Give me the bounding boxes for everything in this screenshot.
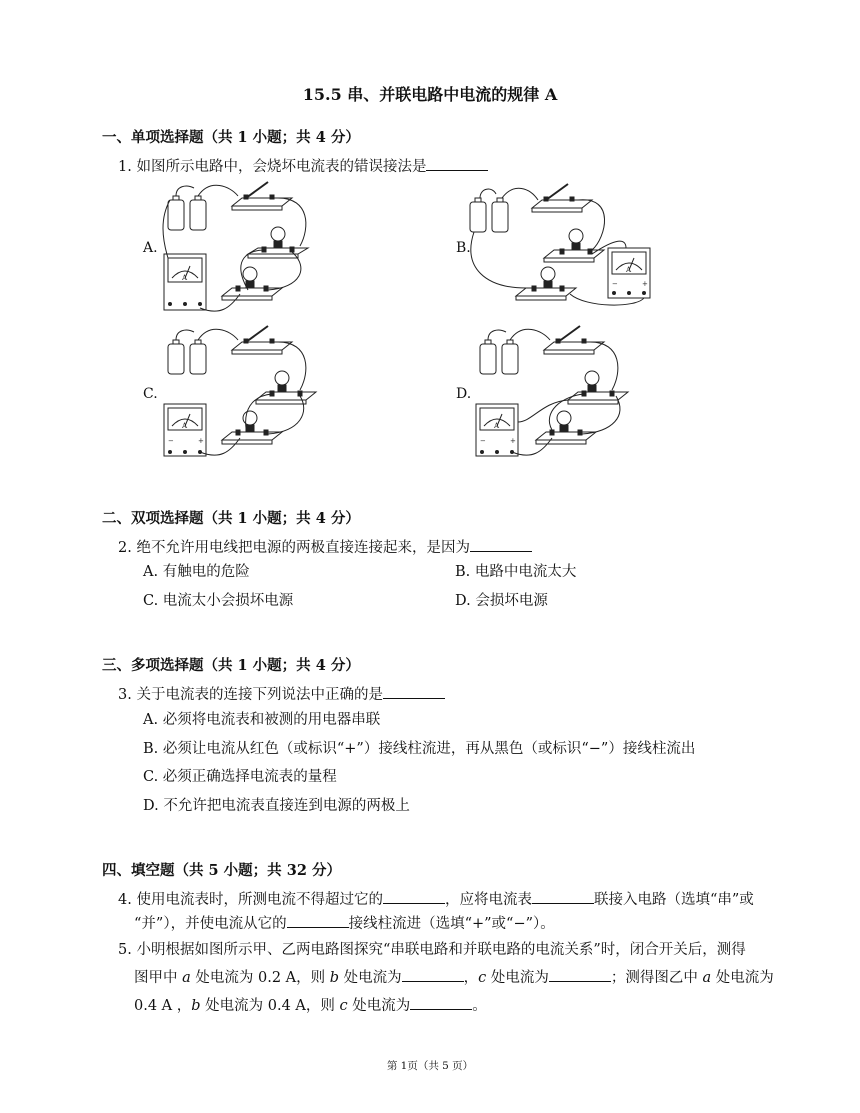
svg-text:−: − — [612, 280, 618, 288]
q5-blank-3 — [410, 996, 472, 1010]
svg-text:A: A — [182, 274, 188, 282]
q4-line-1: 4. 使用电流表时，所测电流不得超过它的 ，应将电流表 联接入电路（选填“串”或 — [118, 892, 754, 908]
section-2-heading: 二、双项选择题（共 1 小题；共 4 分） — [102, 510, 360, 527]
circuit-diagram-a — [160, 178, 320, 318]
ammeter-icon — [476, 404, 518, 456]
q4-blank-3 — [287, 914, 349, 928]
battery-icon — [168, 340, 206, 374]
q3-option-a: A. 必须将电流表和被测的用电器串联 — [143, 712, 381, 728]
svg-text:+: + — [642, 280, 648, 288]
svg-text:A: A — [182, 422, 188, 430]
switch-icon — [544, 326, 604, 354]
q1-blank — [426, 157, 488, 171]
svg-text:+: + — [198, 437, 204, 445]
circuit-diagram-b — [466, 178, 656, 308]
q4-blank-2 — [532, 890, 594, 904]
bulb-icon — [222, 267, 282, 300]
q2-option-b: B. 电路中电流太大 — [455, 564, 577, 580]
svg-text:−: − — [168, 437, 174, 445]
bulb-icon — [544, 229, 604, 262]
q3-option-c: C. 必须正确选择电流表的量程 — [143, 769, 337, 785]
q5-line-2: 图甲中 a 处电流为 0.2 A，则 b 处电流为 ，c 处电流为 ；测得图乙中 a 处电流为 — [134, 970, 774, 986]
battery-icon — [480, 340, 518, 374]
bulb-icon — [248, 227, 308, 258]
q2-option-d: D. 会损坏电源 — [455, 593, 548, 609]
q3-stem-text: 3. 关于电流表的连接下列说法中正确的是 — [118, 687, 383, 703]
q3-stem — [118, 683, 445, 704]
q5-line-1: 5. 小明根据如图所示甲、乙两电路图探究“串联电路和并联电路的电流关系”时，闭合开关后，测得 — [118, 942, 746, 958]
q3-blank — [383, 685, 445, 699]
bulb-icon — [568, 371, 628, 404]
section-1-heading: 一、单项选择题（共 1 小题；共 4 分） — [102, 129, 360, 146]
battery-icon — [470, 198, 508, 232]
q1-label-b: B. — [456, 240, 471, 256]
q1-stem-text: 1. 如图所示电路中，会烧坏电流表的错误接法是 — [118, 159, 427, 175]
switch-icon — [232, 326, 292, 354]
page-title: 15.5 串、并联电路中电流的规律 A — [302, 85, 558, 104]
battery-icon — [168, 196, 206, 230]
bulb-icon — [222, 411, 282, 444]
q1-label-a: A. — [143, 240, 158, 256]
q1-label-c: C. — [143, 386, 158, 402]
bulb-icon — [516, 267, 576, 300]
bulb-icon — [256, 371, 316, 404]
q1-stem — [118, 155, 488, 176]
q2-stem — [118, 536, 532, 557]
q4-blank-1 — [383, 890, 445, 904]
q1-label-d: D. — [456, 386, 472, 402]
section-3-heading: 三、多项选择题（共 1 小题；共 4 分） — [102, 657, 360, 674]
svg-text:−: − — [480, 437, 486, 445]
svg-text:A: A — [626, 266, 632, 274]
q3-option-b: B. 必须让电流从红色（或标识“+”）接线柱流进，再从黑色（或标识“−”）接线柱流出 — [143, 741, 696, 757]
ammeter-icon — [164, 404, 206, 456]
svg-text:A: A — [494, 422, 500, 430]
switch-icon — [532, 184, 592, 212]
ammeter-icon — [164, 254, 206, 310]
q5-blank-2 — [549, 968, 611, 982]
q5-line-3: 0.4 A ，b 处电流为 0.4 A，则 c 处电流为 。 — [134, 998, 487, 1014]
q3-option-d: D. 不允许把电流表直接连到电源的两极上 — [143, 798, 410, 814]
section-4-heading: 四、填空题（共 5 小题；共 32 分） — [102, 862, 341, 879]
bulb-icon — [536, 411, 596, 444]
q2-blank — [470, 538, 532, 552]
q4-line-2: “并”），并使电流从它的 接线柱流进（选填“+”或“−”）。 — [134, 916, 555, 932]
circuit-diagram-c — [160, 322, 320, 462]
q2-option-c: C. 电流太小会损坏电源 — [143, 593, 294, 609]
svg-text:+: + — [510, 437, 516, 445]
q2-stem-text: 2. 绝不允许用电线把电源的两极直接连接起来，是因为 — [118, 540, 470, 556]
q2-option-a: A. 有触电的危险 — [143, 564, 250, 580]
circuit-diagram-d — [472, 322, 632, 462]
switch-icon — [232, 182, 292, 210]
q5-blank-1 — [402, 968, 464, 982]
page-footer: 第 1页（共 5 页） — [386, 1060, 474, 1072]
